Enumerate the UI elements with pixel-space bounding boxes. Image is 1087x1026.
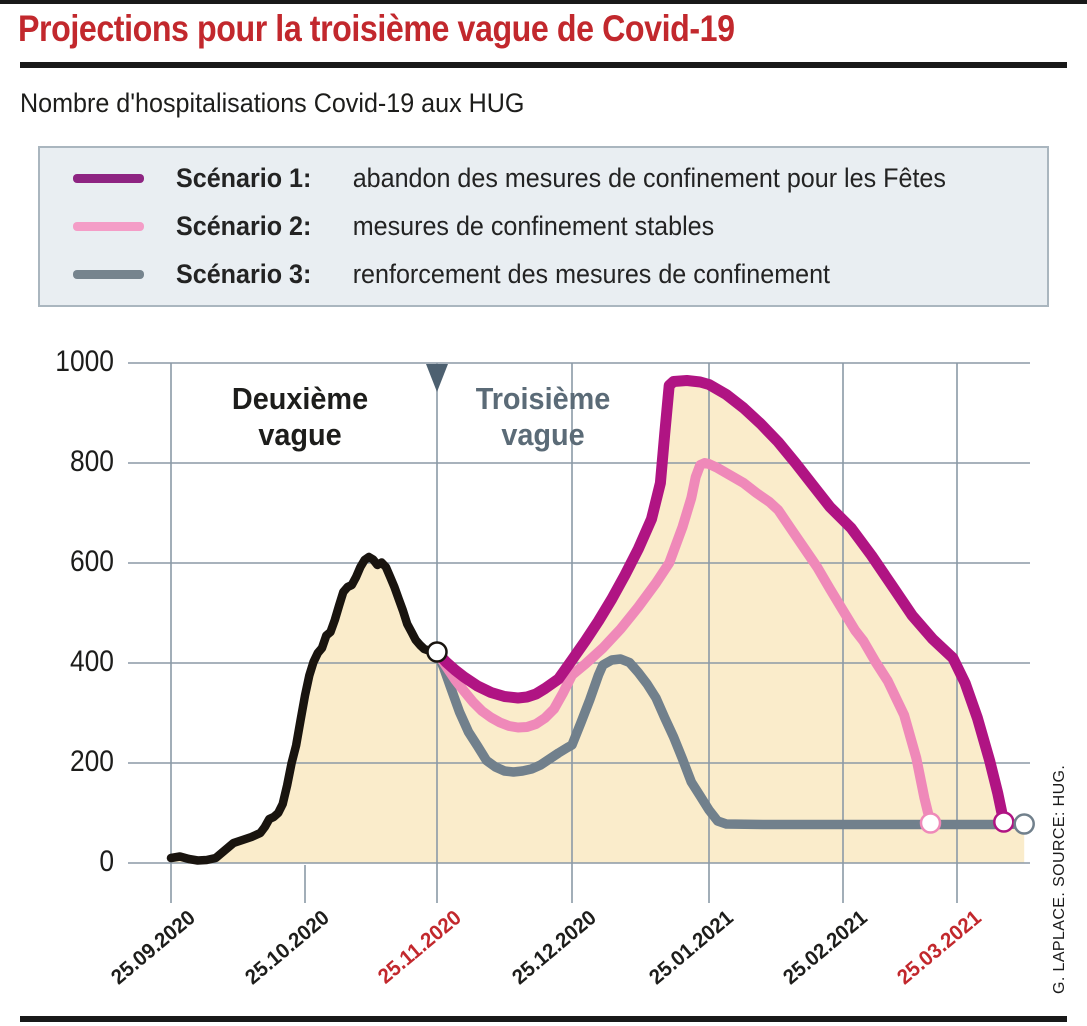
x-tick-label: 25.02.2021 — [778, 906, 872, 990]
y-tick-label: 400 — [69, 645, 114, 678]
x-tick-label: 25.09.2020 — [106, 906, 200, 990]
x-tick-label: 25.01.2021 — [644, 906, 738, 990]
legend-desc-scenario1: abandon des mesures de confinement pour les Fêtes — [352, 162, 946, 193]
chart-subtitle: Nombre d'hospitalisations Covid-19 aux HUG — [20, 88, 525, 118]
page-title: Projections pour la troisième vague de Covid-19 — [18, 8, 735, 49]
legend-label-scenario2: Scénario 2: — [176, 210, 312, 241]
y-tick-label: 800 — [69, 445, 114, 478]
y-tick-label: 600 — [69, 545, 114, 578]
x-tick-label: 25.03.2021 — [892, 906, 986, 990]
endpoint-marker — [1015, 815, 1034, 834]
endpoint-marker — [428, 643, 447, 662]
y-tick-label: 200 — [69, 745, 114, 778]
endpoint-marker — [994, 813, 1013, 832]
x-tick-label: 25.10.2020 — [240, 906, 334, 990]
third-wave-label: Troisième vague — [475, 381, 611, 452]
x-tick-label: 25.11.2020 — [373, 906, 466, 989]
legend-desc-scenario2: mesures de confinement stables — [352, 210, 715, 241]
legend-label-scenario1: Scénario 1: — [176, 162, 312, 193]
credit-source-text: G. LAPLACE. SOURCE: HUG. — [1051, 764, 1068, 994]
y-tick-label: 0 — [99, 845, 114, 878]
second-wave-label: Deuxième vague — [231, 381, 369, 452]
legend-desc-scenario3: renforcement des mesures de confinement — [352, 259, 831, 290]
legend-label-scenario3: Scénario 3: — [176, 259, 312, 290]
bottom-border-rule — [20, 1016, 1067, 1022]
x-tick-label: 25.12.2020 — [507, 906, 601, 990]
y-tick-label: 1000 — [55, 345, 114, 378]
endpoint-marker — [921, 814, 940, 833]
